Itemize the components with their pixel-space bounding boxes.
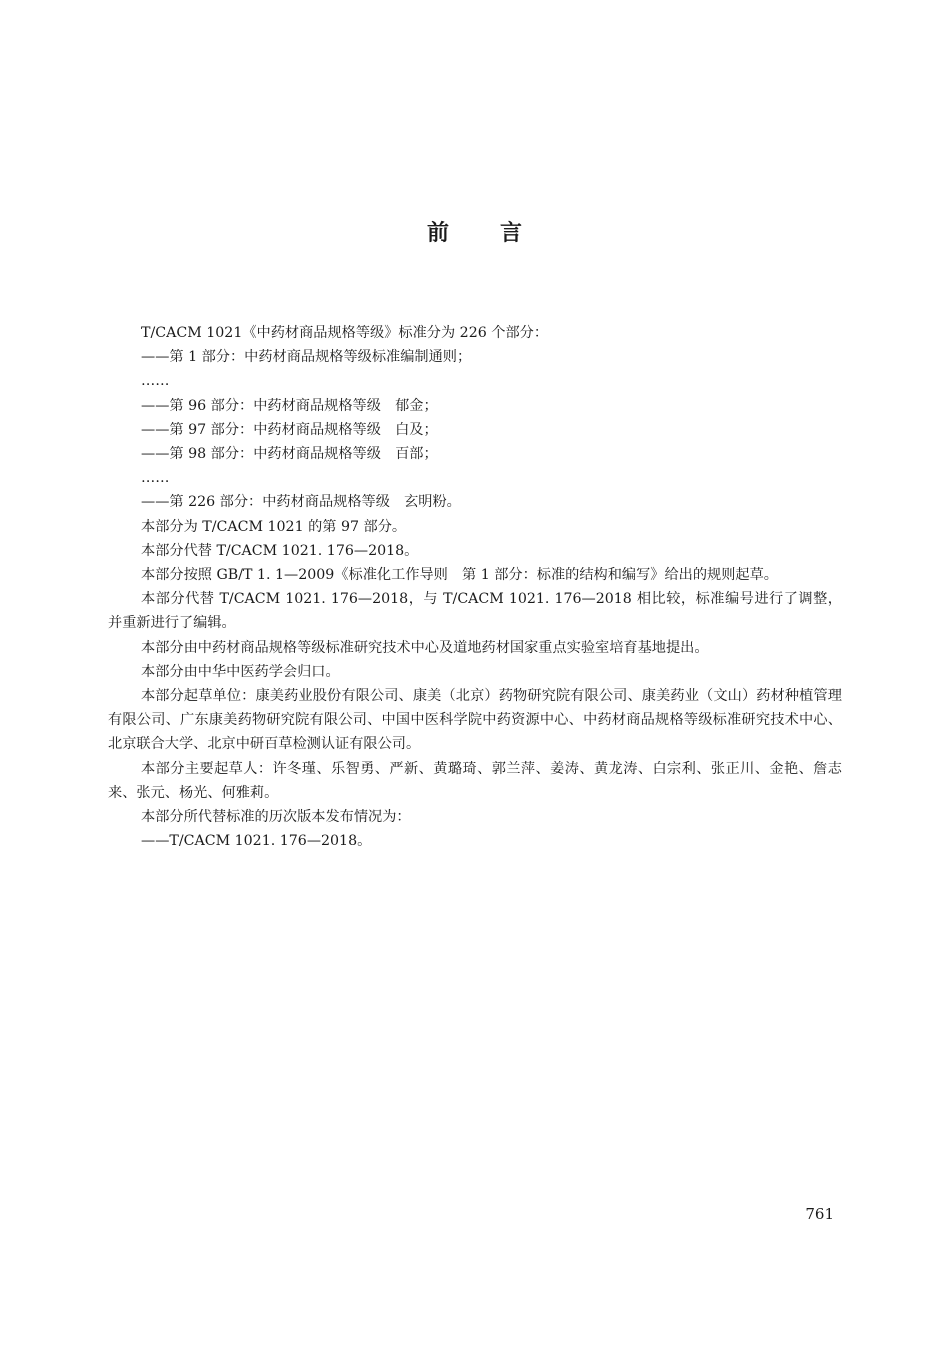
list-item-part-226: ——第 226 部分：中药材商品规格等级 玄明粉。 bbox=[141, 494, 461, 511]
paragraph-this-part: 本部分为 T/CACM 1021 的第 97 部分。 bbox=[141, 518, 407, 535]
paragraph-drafting-units: 本部分起草单位：康美药业股份有限公司、康美（北京）药物研究院有限公司、康美药业（文山）药材种植管理有限公司、广东康美药物研究院有限公司、中国中医科学院中药资源中心、中药材商品规格等级标准研究技术中心、北京联合大学、北京中研百草检测认证有限公司。 bbox=[108, 688, 842, 753]
list-ellipsis-2: …… bbox=[141, 470, 170, 487]
paragraph-drafting-rules: 本部分按照 GB/T 1. 1—2009《标准化工作导则 第 1 部分：标准的结构和编写》给出的规则起草。 bbox=[141, 567, 778, 584]
list-item-part-96: ——第 96 部分：中药材商品规格等级 郁金； bbox=[141, 397, 438, 414]
paragraph-under-jurisdiction: 本部分由中华中医药学会归口。 bbox=[141, 663, 340, 680]
paragraph-changes: 本部分代替 T/CACM 1021. 176—2018，与 T/CACM 1021. 176—2018 相比较，标准编号进行了调整，并重新进行了编辑。 bbox=[108, 591, 842, 632]
paragraph-proposed-by: 本部分由中药材商品规格等级标准研究技术中心及道地药材国家重点实验室培育基地提出。 bbox=[141, 639, 709, 656]
list-ellipsis-1: …… bbox=[141, 373, 170, 390]
list-item-part-98: ——第 98 部分：中药材商品规格等级 百部； bbox=[141, 446, 438, 463]
paragraph-drafters: 本部分主要起草人：许冬瑾、乐智勇、严新、黄璐琦、郭兰萍、姜涛、黄龙涛、白宗利、张正川、金艳、詹志来、张元、杨光、何雅莉。 bbox=[108, 760, 842, 801]
paragraph-parts-intro: T/CACM 1021《中药材商品规格等级》标准分为 226 个部分： bbox=[141, 325, 549, 341]
page-number: 761 bbox=[805, 1205, 834, 1223]
page-title bbox=[0, 218, 950, 250]
paragraph-history-intro: 本部分所代替标准的历次版本发布情况为： bbox=[141, 809, 411, 826]
foreword-body bbox=[108, 321, 842, 853]
title-char-2: 言 bbox=[500, 221, 524, 246]
title-char-1: 前 bbox=[426, 221, 450, 246]
paragraph-replaces: 本部分代替 T/CACM 1021. 176—2018。 bbox=[141, 542, 419, 559]
list-item-part-97: ——第 97 部分：中药材商品规格等级 白及； bbox=[141, 421, 438, 438]
list-item-history: ——T/CACM 1021. 176—2018。 bbox=[141, 833, 372, 850]
list-item-part-1: ——第 1 部分：中药材商品规格等级标准编制通则； bbox=[141, 349, 472, 366]
